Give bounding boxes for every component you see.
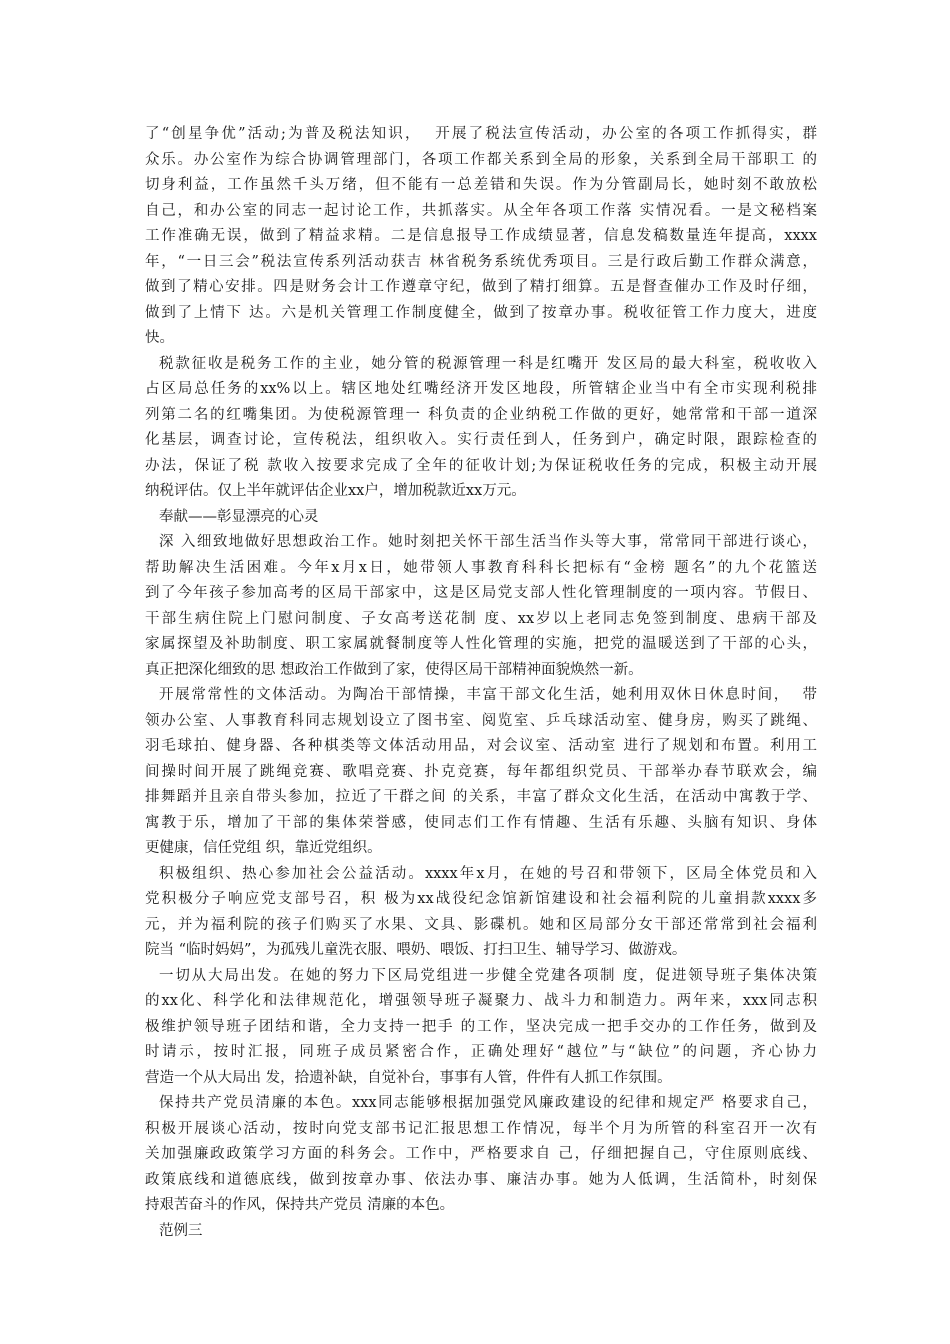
text-line: 办法，保证了税 款收入按要求完成了全年的征收计划;为保证税收任务的完成，积极主动开展 (145, 457, 817, 474)
text-line: 开展常常性的文体活动。为陶冶干部情操，丰富干部文化生活，她利用双休日休息时间， 带 (159, 687, 817, 703)
text-line: 保持共产党员清廉的本色。xxx同志能够根据加强党风廉政建设的纪律和规定严 格要求自己， (159, 1095, 817, 1111)
text-line: 快。 (145, 330, 174, 346)
text-line: 更健康，信任党组 织，靠近党组织。 (145, 840, 382, 856)
text-line: 羽毛球拍、健身器、各种棋类等文体活动用品，对会议室、活动室 进行了规划和布置。利用工 (145, 738, 817, 754)
paragraph (145, 862, 817, 964)
text-line: 到了今年孩子参加高考的区局干部家中，这是区局党支部人性化管理制度的一项内容。节假日、 (145, 585, 817, 601)
text-line: 做到了精心安排。四是财务会计工作遵章守纪，做到了精打细算。五是督查催办工作及时仔细， (145, 279, 817, 295)
text-line: 一切从大局出发。在她的努力下区局党组进一步健全党建各项制 度，促进领导班子集体决策 (159, 967, 817, 984)
text-line: 营造一个从大局出 发，拾遗补缺，自觉补台，事事有人管，件件有人抓工作氛围。 (145, 1069, 672, 1086)
text-line: 帮助解决生活困难。今年x月x日，她带领人事教育科科长把标有“金榜 题名”的九个花篮送 (145, 559, 817, 576)
heading-text: 奉献——彰显漂亮的心灵 (159, 508, 319, 525)
section-heading (145, 505, 817, 531)
text-line: 排舞蹈并且亲自带头参加，拉近了干群之间 的关系，丰富了群众文化生活，在活动中寓教于学、 (145, 789, 817, 805)
text-line: 干部生病住院上门慰问制度、子女高考送花制 度、xx岁以上老同志免签到制度、患病干部及 (145, 610, 817, 627)
text-line: 政策底线和道德底线，做到按章办事、依法办事、廉洁办事。她为人低调，生活简朴，时刻保 (145, 1171, 817, 1188)
text-line: 列第二名的红嘴集团。为使税源管理一 科负责的企业纳税工作做的更好，她常常和干部一道深 (145, 406, 817, 423)
text-line: 众乐。办公室作为综合协调管理部门，各项工作都关系到全局的形象，关系到全局干部职工 的 (145, 151, 817, 168)
text-line: 了“创星争优”活动;为普及税法知识， 开展了税法宣传活动，办公室的各项工作抓得实，群 (145, 126, 817, 142)
text-line: 占区局总任务的xx%以上。辖区地处红嘴经济开发区地段，所管辖企业当中有全市实现利税排 (145, 381, 817, 397)
paragraph (145, 1091, 817, 1219)
text-line: 化基层，调查讨论，宣传税法，组织收入。实行责任到人，任务到户，确定时限，跟踪检查的 (145, 432, 817, 448)
text-line: 深 入细致地做好思想政治工作。她时刻把关怀干部生活当作头等大事，常常同干部进行谈心， (159, 534, 817, 550)
text-line: 自己，和办公室的同志一起讨论工作，共抓落实。从全年各项工作落 实情况看。一是文秘档案 (145, 202, 817, 219)
text-line: 关加强廉政政策学习方面的科务会。工作中，严格要求自 己，仔细把握自己，守住原则底线、 (145, 1146, 817, 1162)
text-line: 元，并为福利院的孩子们购买了水果、文具、影碟机。她和区局部分女干部还常常到社会福利 (145, 916, 817, 933)
text-line: 院当 “临时妈妈”，为孤残儿童洗衣服、喂奶、喂饭、打扫卫生、辅导学习、做游戏。 (145, 942, 687, 958)
text-line: 极维护领导班子团结和谐，全力支持一把手 的工作，坚决完成一把手交办的工作任务，做到及 (145, 1018, 817, 1035)
paragraph (145, 530, 817, 683)
text-line: 时请示，按时汇报，同班子成员紧密合作，正确处理好“越位”与“缺位”的问题，齐心协力 (145, 1044, 817, 1060)
text-line: 纳税评估。仅上半年就评估企业xx户，增加税款近xx万元。 (145, 483, 526, 499)
text-line: 间操时间开展了跳绳竞赛、歌唱竞赛、扑克竞赛，每年都组织党员、干部举办春节联欢会，编 (145, 763, 817, 780)
text-line: 的xx化、科学化和法律规范化，增强领导班子凝聚力、战斗力和制造力。两年来，xxx同志积 (145, 993, 817, 1009)
paragraph (145, 964, 817, 1092)
text-line: 做到了上情下 达。六是机关管理工作制度健全，做到了按章办事。税收征管工作力度大，进度 (145, 304, 817, 321)
text-line: 税款征收是税务工作的主业，她分管的税源管理一科是红嘴开 发区局的最大科室，税收收入 (159, 355, 817, 372)
paragraph (145, 683, 817, 862)
text-line: 切身利益，工作虽然千头万绪，但不能有一总差错和失误。作为分管副局长，她时刻不敢放松 (145, 177, 817, 193)
text-line: 真正把深化细致的思 想政治工作做到了家，使得区局干部精神面貌焕然一新。 (145, 661, 643, 678)
heading-text: 范例三 (159, 1222, 203, 1239)
text-line: 工作准确无误，做到了精益求精。二是信息报导工作成绩显著，信息发稿数量连年提高，xxxx (145, 228, 817, 244)
text-line: 积极开展谈心活动，按时向党支部书记汇报思想工作情况，每半个月为所管的科室召开一次有 (145, 1120, 817, 1137)
text-line: 年，“一日三会”税法宣传系列活动获吉 林省税务系统优秀项目。三是行政后勤工作群众满意， (145, 253, 817, 270)
document-body (145, 122, 817, 1244)
paragraph (145, 352, 817, 505)
text-line: 积极组织、热心参加社会公益活动。xxxx年x月，在她的号召和带领下，区局全体党员和入 (159, 865, 817, 882)
text-line: 家属探望及补助制度、职工家属就餐制度等人性化管理的实施，把党的温暖送到了干部的心头， (145, 636, 817, 652)
section-heading (145, 1219, 817, 1245)
text-line: 持艰苦奋斗的作风，保持共产党员 清廉的本色。 (145, 1197, 455, 1213)
text-line: 寓教于乐，增加了干部的集体荣誉感，使同志们工作有情趣、生活有乐趣、头脑有知识、身体 (145, 814, 817, 831)
paragraph (145, 122, 817, 352)
text-line: 党积极分子响应党支部号召，积 极为xx战役纪念馆新馆建设和社会福利院的儿童捐款xxxx多 (145, 891, 817, 907)
text-line: 领办公室、人事教育科同志规划设立了图书室、阅览室、乒乓球活动室、健身房，购买了跳绳、 (145, 712, 817, 729)
